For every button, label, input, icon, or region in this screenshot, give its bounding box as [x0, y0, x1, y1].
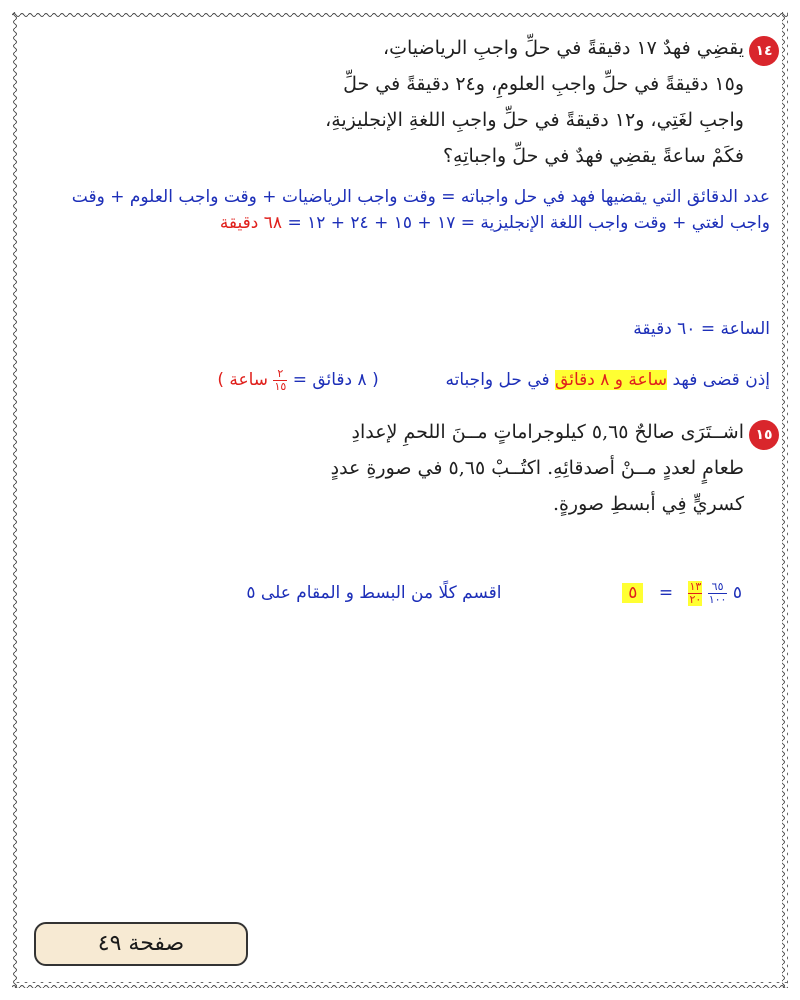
problem-15-line: طعامٍ لعددٍ مــنْ أصدقائِهِ. اكتُــبْ ٥,٦٥ في صورةِ عددٍ [330, 457, 744, 479]
conclusion-highlight: ساعة و ٨ دقائق [555, 370, 668, 390]
conclusion-suffix: في حل واجباته [445, 370, 550, 390]
conclusion-prefix: إذن قضى فهد [672, 370, 770, 390]
problem-14-line: و١٥ دقيقةً في حلِّ واجبِ العلومِ، و٢٤ دقيقةً في حلِّ [343, 73, 744, 95]
problem-14-line: فكَمْ ساعةً يقضِي فهدٌ في حلِّ واجباتِهِ؟ [442, 145, 744, 167]
simplified-fraction [688, 581, 702, 606]
original-fraction-denominator: ١٠٠ [708, 592, 727, 606]
solution-14-hour-text: الساعة = ٦٠ دقيقة [633, 319, 770, 339]
solution-14-conclusion [30, 367, 770, 393]
simplified-fraction-numerator: ١٣ [689, 579, 702, 593]
solution-14-sum-text: عدد الدقائق التي يقضيها فهد في حل واجباته = وقت واجب الرياضيات + وقت واجب العلوم + وقت واجب لغتي + وقت واجب اللغة الإنجليزية = ١٧ + ١٥ + ٢٤ + ١٢ = [71, 187, 770, 233]
original-fraction-numerator: ٦٥ [708, 581, 728, 594]
problem-15-text [331, 414, 744, 522]
problem-14-text [325, 30, 744, 174]
problem-15-line: كسريٍّ فِي أبسطِ صورةٍ. [552, 493, 744, 515]
solution-14-hour [30, 316, 770, 342]
problem-14-line: واجبِ لغَتِي، و١٢ دقيقةً في حلِّ واجبِ اللغةِ الإنجليزيةِ، [325, 109, 744, 131]
conclusion-note-open: ( ٨ دقائق = [292, 370, 379, 390]
mixed-number-whole: ٥ [732, 583, 742, 603]
original-fraction [708, 581, 728, 606]
equals-sign: = [658, 583, 674, 603]
problem-14-number-badge: ١٤ [749, 36, 779, 66]
solution-15-instruction: اقسم كلًا من البسط و المقام على ٥ [246, 583, 502, 603]
problem-15-number-badge: ١٥ [749, 420, 779, 450]
page-number-label: صفحة ٤٩ [34, 922, 248, 966]
mixed-number-result: ٥ [622, 583, 643, 603]
problem-15-line: اشــتَرَى صالحٌ ٥,٦٥ كيلوجراماتٍ مــنَ اللحمِ لإعدادِ [351, 421, 744, 443]
simplified-fraction-denominator: ٢٠ [689, 592, 702, 606]
note-fraction [273, 368, 287, 393]
solution-14-sum [30, 184, 770, 236]
solution-14-sum-result: ٦٨ دقيقة [219, 213, 283, 233]
conclusion-note-unit: ساعة ) [217, 370, 269, 390]
solution-15 [30, 580, 742, 606]
problem-14-line: يقضِي فهدٌ ١٧ دقيقةً في حلِّ واجبِ الرياضياتِ، [382, 37, 744, 59]
note-fraction-denominator: ١٥ [274, 379, 287, 393]
note-fraction-numerator: ٢ [273, 368, 287, 381]
